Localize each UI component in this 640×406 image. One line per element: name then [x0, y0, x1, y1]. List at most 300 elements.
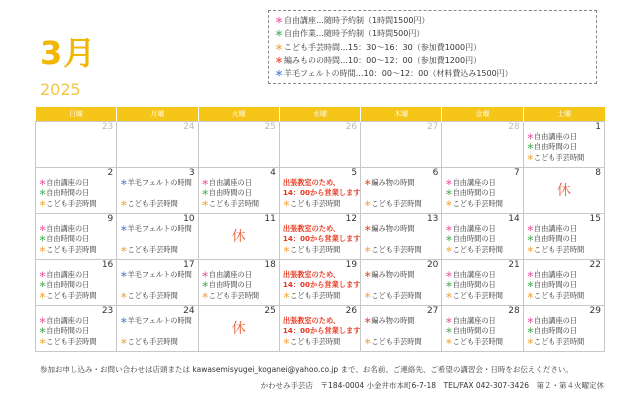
calendar-day-cell[interactable] [198, 213, 279, 259]
event-text: こども手芸時間 [533, 244, 585, 254]
asterisk-icon: ＊ [445, 269, 453, 279]
calendar-week-row [36, 305, 605, 351]
event-item [364, 270, 438, 281]
event-item [120, 178, 194, 189]
calendar-day-cell[interactable] [198, 259, 279, 305]
asterisk-icon: ＊ [526, 269, 534, 279]
event-text: こども手芸時間 [208, 290, 260, 300]
event-item [202, 188, 276, 199]
event-item [527, 280, 601, 291]
weekday-header: 火曜 [198, 107, 279, 121]
day-number: 27 [426, 121, 439, 132]
event-item [445, 337, 519, 348]
day-number: 25 [264, 305, 276, 316]
asterisk-icon: ＊ [445, 290, 453, 300]
event-item [527, 142, 601, 153]
asterisk-icon: ＊ [364, 177, 372, 187]
asterisk-icon: ＊ [39, 326, 47, 335]
event-text: 自由講座の日 [452, 223, 496, 233]
calendar-day-cell[interactable] [361, 213, 442, 259]
event-text: 自由講座の日 [533, 269, 578, 279]
calendar-day-cell[interactable] [523, 167, 604, 213]
day-number: 6 [432, 167, 439, 178]
weekday-header: 月曜 [117, 107, 198, 121]
calendar-day-cell[interactable] [279, 213, 360, 259]
day-number: 7 [513, 167, 520, 178]
event-item [39, 326, 113, 337]
asterisk-icon: ＊ [526, 234, 534, 243]
event-text: 自由講座の日 [46, 315, 90, 325]
event-item [120, 291, 194, 302]
asterisk-icon: ＊ [39, 188, 47, 197]
day-number: 17 [183, 259, 195, 270]
day-number: 28 [508, 305, 520, 316]
calendar-day-cell[interactable] [198, 121, 279, 167]
event-text: こども手芸時間 [533, 336, 585, 346]
event-text: 自由時間の日 [533, 326, 578, 335]
business-notice: 出張教室のため、 [282, 315, 341, 325]
event-item [39, 245, 113, 256]
asterisk-icon: ＊ [364, 198, 372, 208]
calendar-day-cell[interactable] [279, 121, 360, 167]
day-number: 26 [345, 305, 358, 316]
event-item [39, 188, 113, 199]
event-item [202, 270, 276, 281]
asterisk-icon: ＊ [445, 244, 453, 254]
legend-text: 自由講座…随時予約制（1時間1500円） [284, 16, 430, 25]
calendar-day-cell[interactable] [198, 305, 279, 351]
asterisk-icon: ＊ [275, 69, 283, 79]
day-number: 11 [264, 213, 276, 224]
asterisk-icon: ＊ [445, 223, 453, 233]
closed-day-label: 休 [556, 182, 571, 199]
asterisk-icon: ＊ [445, 280, 453, 289]
day-number: 16 [101, 259, 114, 270]
legend-text: 自由作業…随時予約制（1時間500円） [284, 29, 425, 39]
event-item [364, 199, 438, 210]
event-text: こども手芸時間 [290, 244, 341, 254]
event-text: こども手芸時間 [533, 152, 585, 162]
asterisk-icon: ＊ [445, 326, 453, 335]
month-title: 3月 [40, 34, 97, 72]
event-text: こども手芸時間 [46, 290, 97, 300]
asterisk-icon: ＊ [201, 269, 209, 279]
day-number: 25 [264, 121, 276, 132]
legend-text: 羊毛フェルトの時間…10：00〜12：00（材料費込み1500円） [284, 69, 513, 79]
event-item [39, 199, 113, 210]
event-item [120, 188, 194, 199]
day-number: 5 [351, 167, 358, 178]
calendar-day-cell[interactable] [36, 167, 117, 213]
business-notice: 出張教室のため、 [282, 269, 341, 279]
business-notice: 14：00から営業します [282, 326, 361, 335]
asterisk-icon: ＊ [201, 177, 209, 187]
asterisk-icon: ＊ [526, 326, 534, 335]
asterisk-icon: ＊ [120, 269, 128, 279]
calendar-week-row [36, 121, 605, 167]
day-number: 9 [107, 213, 114, 224]
asterisk-icon: ＊ [120, 290, 128, 300]
asterisk-icon: ＊ [39, 177, 47, 187]
business-notice: 14：00から営業します [282, 234, 361, 243]
asterisk-icon: ＊ [275, 29, 283, 39]
event-text: 自由時間の日 [452, 234, 496, 243]
event-item [445, 178, 519, 189]
calendar-day-cell[interactable] [117, 213, 198, 259]
asterisk-icon: ＊ [364, 336, 372, 346]
event-text: 自由講座の日 [533, 315, 578, 325]
event-item [39, 291, 113, 302]
calendar-day-cell[interactable] [117, 121, 198, 167]
day-number: 8 [595, 167, 601, 178]
day-number: 15 [589, 213, 601, 224]
event-text: こども手芸時間 [127, 198, 178, 208]
weekday-header: 木曜 [361, 107, 442, 121]
calendar-day-cell[interactable] [361, 121, 442, 167]
calendar-grid [35, 107, 605, 352]
event-item [364, 178, 438, 189]
event-item [527, 245, 601, 256]
asterisk-icon: ＊ [120, 244, 128, 254]
event-item [527, 234, 601, 245]
asterisk-icon: ＊ [445, 177, 453, 187]
asterisk-icon: ＊ [282, 336, 291, 346]
closed-day-label: 休 [231, 228, 246, 245]
event-item [527, 326, 601, 337]
day-number: 23 [101, 305, 114, 316]
event-item [283, 337, 357, 348]
day-number: 23 [101, 121, 114, 132]
event-text: 自由講座の日 [46, 177, 90, 187]
asterisk-icon: ＊ [364, 315, 372, 325]
event-item [445, 316, 519, 327]
event-item [364, 326, 438, 337]
event-item [527, 337, 601, 348]
event-text: こども手芸時間 [127, 290, 178, 300]
asterisk-icon: ＊ [445, 234, 453, 243]
event-text: こども手芸時間 [533, 290, 585, 300]
event-item [364, 234, 438, 245]
asterisk-icon: ＊ [39, 269, 47, 279]
asterisk-icon: ＊ [39, 234, 47, 243]
asterisk-icon: ＊ [39, 336, 47, 346]
event-text: こども手芸時間 [371, 290, 422, 300]
asterisk-icon: ＊ [526, 244, 534, 254]
business-notice: 14：00から営業します [282, 188, 361, 197]
event-text: こども手芸時間 [452, 244, 503, 254]
day-number: 20 [426, 259, 439, 270]
event-item [527, 316, 601, 327]
asterisk-icon: ＊ [526, 142, 534, 151]
asterisk-icon: ＊ [120, 223, 128, 233]
event-item [364, 291, 438, 302]
event-text: 自由講座の日 [208, 177, 252, 187]
event-text: こども手芸時間 [46, 244, 97, 254]
event-item [202, 199, 276, 210]
legend-text: 編みものの時間…10：00〜12：00（参加費1200円） [284, 55, 482, 65]
event-text: こども手芸時間 [371, 336, 422, 346]
calendar-week-row [36, 259, 605, 305]
closed-day-label: 休 [231, 320, 246, 337]
event-item [39, 337, 113, 348]
event-text: 自由時間の日 [46, 280, 90, 289]
calendar-day-cell[interactable] [442, 259, 523, 305]
weekday-header: 水曜 [279, 107, 360, 121]
event-item [364, 280, 438, 291]
day-number: 22 [589, 259, 601, 270]
calendar-day-cell[interactable] [442, 167, 523, 213]
event-text: 自由講座の日 [46, 223, 90, 233]
event-item [120, 270, 194, 281]
calendar-week-row [36, 213, 605, 259]
event-item [120, 199, 194, 210]
calendar-week-row [36, 167, 605, 213]
legend-item [275, 27, 590, 40]
day-number: 24 [183, 121, 195, 132]
event-item [120, 280, 194, 291]
calendar-day-cell[interactable] [279, 259, 360, 305]
asterisk-icon: ＊ [282, 290, 291, 300]
event-item [39, 224, 113, 235]
event-item [445, 234, 519, 245]
calendar-day-cell[interactable] [361, 259, 442, 305]
event-text: 自由時間の日 [208, 280, 252, 289]
asterisk-icon: ＊ [445, 315, 453, 325]
asterisk-icon: ＊ [445, 336, 453, 346]
day-number: 12 [345, 213, 358, 224]
day-number: 4 [270, 167, 276, 178]
day-number: 27 [426, 305, 439, 316]
calendar-day-cell[interactable] [117, 259, 198, 305]
event-item [527, 291, 601, 302]
event-text: こども手芸時間 [371, 198, 422, 208]
event-text: 自由講座の日 [533, 131, 578, 141]
event-item [445, 280, 519, 291]
calendar-day-cell[interactable] [117, 305, 198, 351]
business-notice: 出張教室のため、 [282, 223, 341, 233]
event-item [283, 245, 357, 256]
day-number: 1 [595, 121, 601, 132]
asterisk-icon: ＊ [39, 244, 47, 254]
calendar-day-cell[interactable] [198, 167, 279, 213]
day-number: 3 [188, 167, 195, 178]
asterisk-icon: ＊ [39, 290, 47, 300]
event-text: こども手芸時間 [46, 198, 97, 208]
event-text: 自由時間の日 [452, 280, 496, 289]
calendar-day-cell[interactable] [523, 305, 604, 351]
event-text: 自由講座の日 [452, 315, 496, 325]
legend-item [275, 41, 590, 54]
asterisk-icon: ＊ [526, 131, 534, 141]
asterisk-icon: ＊ [526, 152, 534, 162]
asterisk-icon: ＊ [201, 280, 209, 289]
event-text: 羊毛フェルトの時間 [127, 315, 192, 325]
asterisk-icon: ＊ [275, 55, 283, 65]
event-text: 自由講座の日 [46, 269, 90, 279]
calendar-day-cell[interactable] [361, 305, 442, 351]
event-text: こども手芸時間 [290, 336, 341, 346]
event-item [39, 316, 113, 327]
calendar-day-cell[interactable] [442, 213, 523, 259]
event-text: 自由時間の日 [46, 234, 90, 243]
calendar-day-cell[interactable] [36, 259, 117, 305]
event-text: 自由講座の日 [533, 223, 578, 233]
day-number: 24 [183, 305, 195, 316]
event-text: 編み物の時間 [371, 269, 415, 279]
asterisk-icon: ＊ [120, 198, 128, 208]
calendar-day-cell[interactable] [523, 213, 604, 259]
year-title: 2025 [40, 80, 81, 99]
legend-box [268, 10, 597, 84]
event-item [364, 316, 438, 327]
event-item [120, 224, 194, 235]
calendar-day-cell[interactable] [279, 305, 360, 351]
event-text: こども手芸時間 [371, 244, 422, 254]
asterisk-icon: ＊ [39, 315, 47, 325]
event-text: 自由時間の日 [533, 280, 578, 289]
event-text: 羊毛フェルトの時間 [127, 177, 192, 187]
day-number: 18 [264, 259, 276, 270]
asterisk-icon: ＊ [120, 315, 128, 325]
asterisk-icon: ＊ [364, 223, 372, 233]
business-notice: 出張教室のため、 [282, 177, 341, 187]
event-item [364, 224, 438, 235]
event-text: 自由講座の日 [452, 177, 496, 187]
weekday-header: 土曜 [523, 107, 604, 121]
event-item [445, 291, 519, 302]
calendar-day-cell[interactable] [36, 121, 117, 167]
event-item [39, 234, 113, 245]
event-text: こども手芸時間 [46, 336, 97, 346]
legend-item [275, 67, 590, 80]
weekday-header-row [36, 107, 605, 121]
event-item [120, 234, 194, 245]
asterisk-icon: ＊ [526, 315, 534, 325]
event-text: 自由時間の日 [208, 188, 252, 197]
event-text: 編み物の時間 [371, 223, 415, 233]
weekday-header: 日曜 [36, 107, 117, 121]
event-item [202, 291, 276, 302]
day-number: 14 [508, 213, 520, 224]
event-text: 自由講座の日 [208, 269, 252, 279]
calendar-day-cell[interactable] [36, 305, 117, 351]
event-text: こども手芸時間 [290, 198, 341, 208]
event-text: こども手芸時間 [127, 336, 178, 346]
asterisk-icon: ＊ [120, 177, 128, 187]
event-text: 自由時間の日 [533, 142, 578, 151]
event-text: 自由時間の日 [46, 188, 90, 197]
event-text: 自由時間の日 [46, 326, 90, 335]
asterisk-icon: ＊ [282, 244, 291, 254]
event-text: 羊毛フェルトの時間 [127, 269, 192, 279]
asterisk-icon: ＊ [445, 198, 453, 208]
asterisk-icon: ＊ [526, 336, 534, 346]
calendar-day-cell[interactable] [279, 167, 360, 213]
asterisk-icon: ＊ [364, 244, 372, 254]
asterisk-icon: ＊ [526, 223, 534, 233]
event-item [202, 280, 276, 291]
event-item [39, 280, 113, 291]
event-text: こども手芸時間 [208, 198, 260, 208]
asterisk-icon: ＊ [275, 42, 283, 52]
day-number: 2 [107, 167, 114, 178]
weekday-header: 金曜 [442, 107, 523, 121]
event-text: こども手芸時間 [452, 290, 503, 300]
asterisk-icon: ＊ [526, 290, 534, 300]
event-text: 自由時間の日 [452, 326, 496, 335]
event-text: こども手芸時間 [290, 290, 341, 300]
event-item [202, 178, 276, 189]
event-item [364, 188, 438, 199]
asterisk-icon: ＊ [364, 290, 372, 300]
legend-text: こども手芸時間…15：30〜16：30（参加費1000円） [284, 42, 482, 52]
event-item [445, 199, 519, 210]
event-item [527, 224, 601, 235]
event-item [120, 316, 194, 327]
asterisk-icon: ＊ [526, 280, 534, 289]
event-item [120, 326, 194, 337]
event-item [527, 153, 601, 164]
event-item [445, 188, 519, 199]
event-text: 自由時間の日 [533, 234, 578, 243]
event-item [39, 270, 113, 281]
asterisk-icon: ＊ [445, 188, 453, 197]
day-number: 26 [345, 121, 358, 132]
asterisk-icon: ＊ [39, 198, 47, 208]
calendar-day-cell[interactable] [523, 259, 604, 305]
asterisk-icon: ＊ [39, 223, 47, 233]
event-text: 自由時間の日 [452, 188, 496, 197]
asterisk-icon: ＊ [201, 290, 209, 300]
calendar-day-cell[interactable] [36, 213, 117, 259]
event-text: 編み物の時間 [371, 177, 415, 187]
event-text: 編み物の時間 [371, 315, 415, 325]
event-item [445, 326, 519, 337]
event-text: 羊毛フェルトの時間 [127, 223, 192, 233]
calendar-day-cell[interactable] [442, 305, 523, 351]
asterisk-icon: ＊ [120, 336, 128, 346]
day-number: 13 [426, 213, 439, 224]
event-text: こども手芸時間 [452, 336, 503, 346]
footer-contact-text: 参加お申し込み・お問い合わせは店頭または kawasemisyugei_koganei@yahoo.co.jp まで、お名前、ご連絡先、ご希望の講習会・日時をお伝えください。 [40, 365, 573, 374]
event-text: 自由講座の日 [452, 269, 496, 279]
calendar-day-cell[interactable] [117, 167, 198, 213]
day-number: 29 [589, 305, 601, 316]
event-item [39, 178, 113, 189]
day-number: 10 [183, 213, 195, 224]
event-text: こども手芸時間 [127, 244, 178, 254]
event-text: こども手芸時間 [452, 198, 503, 208]
legend-item [275, 14, 590, 27]
event-item [283, 291, 357, 302]
event-item [120, 245, 194, 256]
asterisk-icon: ＊ [201, 188, 209, 197]
calendar-day-cell[interactable] [442, 121, 523, 167]
event-item [445, 270, 519, 281]
event-item [364, 337, 438, 348]
asterisk-icon: ＊ [275, 16, 283, 25]
asterisk-icon: ＊ [39, 280, 47, 289]
calendar-day-cell[interactable] [361, 167, 442, 213]
day-number: 21 [508, 259, 520, 270]
event-item [527, 270, 601, 281]
calendar-day-cell[interactable] [523, 121, 604, 167]
asterisk-icon: ＊ [364, 269, 372, 279]
footer-shop-info: かわせみ手芸店 〒184-0004 小金井市本町6-7-18 TEL/FAX 042-307-3426 第２・第４火曜定休 [260, 381, 604, 390]
business-notice: 14：00から営業します [282, 280, 361, 289]
day-number: 28 [508, 121, 520, 132]
event-item [364, 245, 438, 256]
